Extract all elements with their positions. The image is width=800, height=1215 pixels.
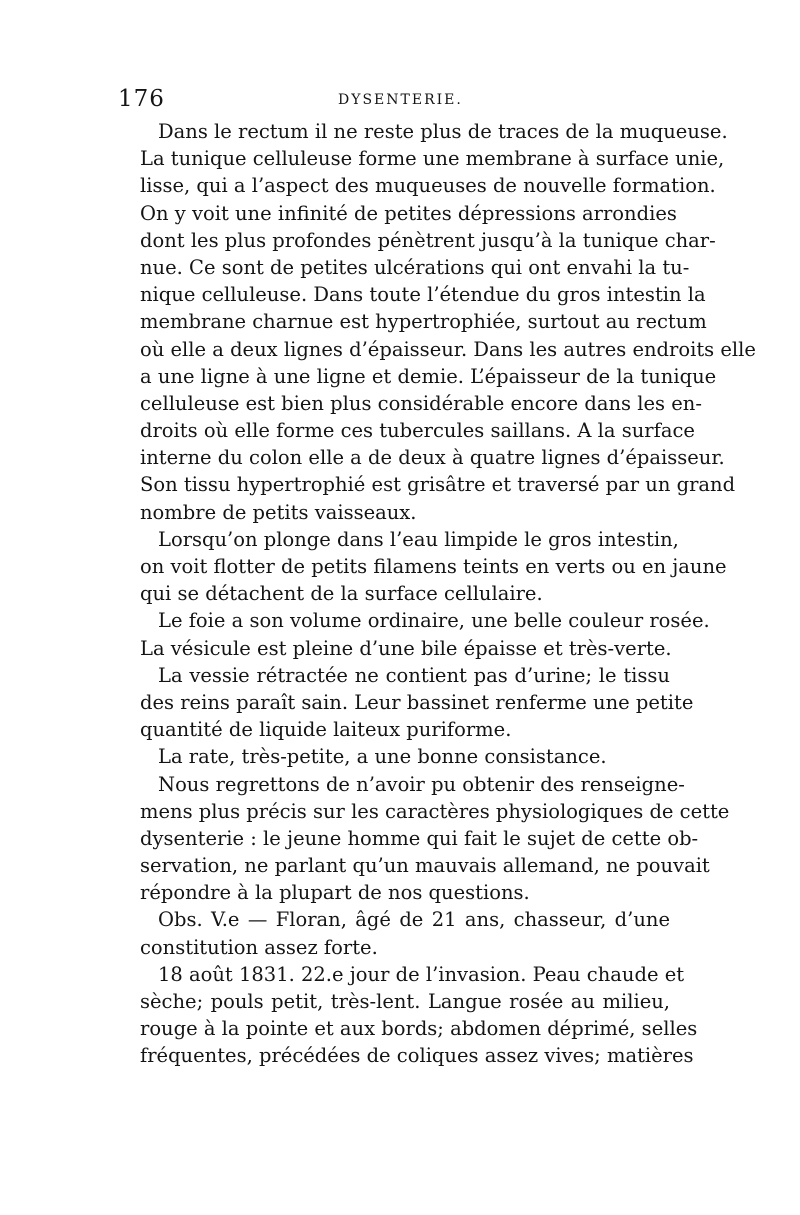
text-line: a une ligne à une ligne et demie. L’épaisseur de la tunique (140, 364, 717, 388)
text-line: On y voit une infinité de petites dépressions arrondies (140, 201, 677, 225)
text-line: servation, ne parlant qu’un mauvais allemand, ne pouvait (140, 854, 710, 878)
text-line: Obs. V.e — Floran, âgé de 21 ans, chasseur, d’une (158, 908, 670, 932)
text-line: La vésicule est pleine d’une bile épaisse et très-verte. (140, 636, 672, 660)
text-line: dont les plus profondes pénètrent jusqu’à la tunique char- (140, 228, 716, 252)
text-line: membrane charnue est hypertrophiée, surtout au rectum (140, 310, 707, 334)
page-header (118, 86, 678, 116)
text-line: qui se détachent de la surface cellulaire. (140, 582, 543, 606)
text-line: on voit flotter de petits filamens teints en verts ou en jaune (140, 555, 727, 578)
text-line: où elle a deux lignes d’épaisseur. Dans les autres endroits elle (140, 337, 756, 361)
text-line: La rate, très-petite, a une bonne consistance. (158, 745, 607, 769)
text-line: La tunique celluleuse forme une membrane à surface unie, (140, 147, 725, 171)
text-line: répondre à la plupart de nos questions. (140, 881, 530, 905)
text-line: rouge à la pointe et aux bords; abdomen déprimé, selles (140, 1017, 698, 1041)
running-title: DYSENTERIE. (338, 92, 463, 108)
text-line: 18 août 1831. 22.e jour de l’invasion. Peau chaude et (158, 962, 685, 986)
text-line: lisse, qui a l’aspect des muqueuses de nouvelle formation. (140, 174, 716, 198)
text-line: Dans le rectum il ne reste plus de traces de la muqueuse. (158, 120, 728, 143)
text-line: celluleuse est bien plus considérable encore dans les en- (140, 391, 702, 415)
text-line: La vessie rétractée ne contient pas d’urine; le tissu (158, 663, 670, 687)
text-line: mens plus précis sur les caractères physiologiques de cette (140, 799, 730, 823)
text-line: fréquentes, précédées de coliques assez vives; matières (140, 1044, 694, 1068)
text-line: dysenterie : le jeune homme qui fait le sujet de cette ob- (140, 826, 699, 850)
page-number: 176 (118, 86, 165, 112)
text-line: quantité de liquide laiteux puriforme. (140, 718, 512, 742)
body-text (140, 118, 756, 1070)
text-line: des reins paraît sain. Leur bassinet renferme une petite (140, 690, 694, 714)
text-line: interne du colon elle a de deux à quatre lignes d’épaisseur. (140, 446, 725, 470)
text-line: nue. Ce sont de petites ulcérations qui ont envahi la tu- (140, 255, 690, 279)
text-line: nique celluleuse. Dans toute l’étendue du gros intestin la (140, 283, 706, 307)
text-line: droits où elle forme ces tubercules saillans. A la surface (140, 419, 695, 443)
text-line: constitution assez forte. (140, 935, 378, 959)
text-line: Lorsqu’on plonge dans l’eau limpide le gros intestin, (158, 527, 679, 551)
text-line: sèche; pouls petit, très-lent. Langue rosée au milieu, (140, 990, 670, 1013)
text-line: Son tissu hypertrophié est grisâtre et traversé par un grand (140, 473, 736, 497)
text-line: Le foie a son volume ordinaire, une belle couleur rosée. (158, 609, 710, 633)
text-line: nombre de petits vaisseaux. (140, 500, 417, 524)
text-line: Nous regrettons de n’avoir pu obtenir des renseigne- (158, 772, 685, 796)
